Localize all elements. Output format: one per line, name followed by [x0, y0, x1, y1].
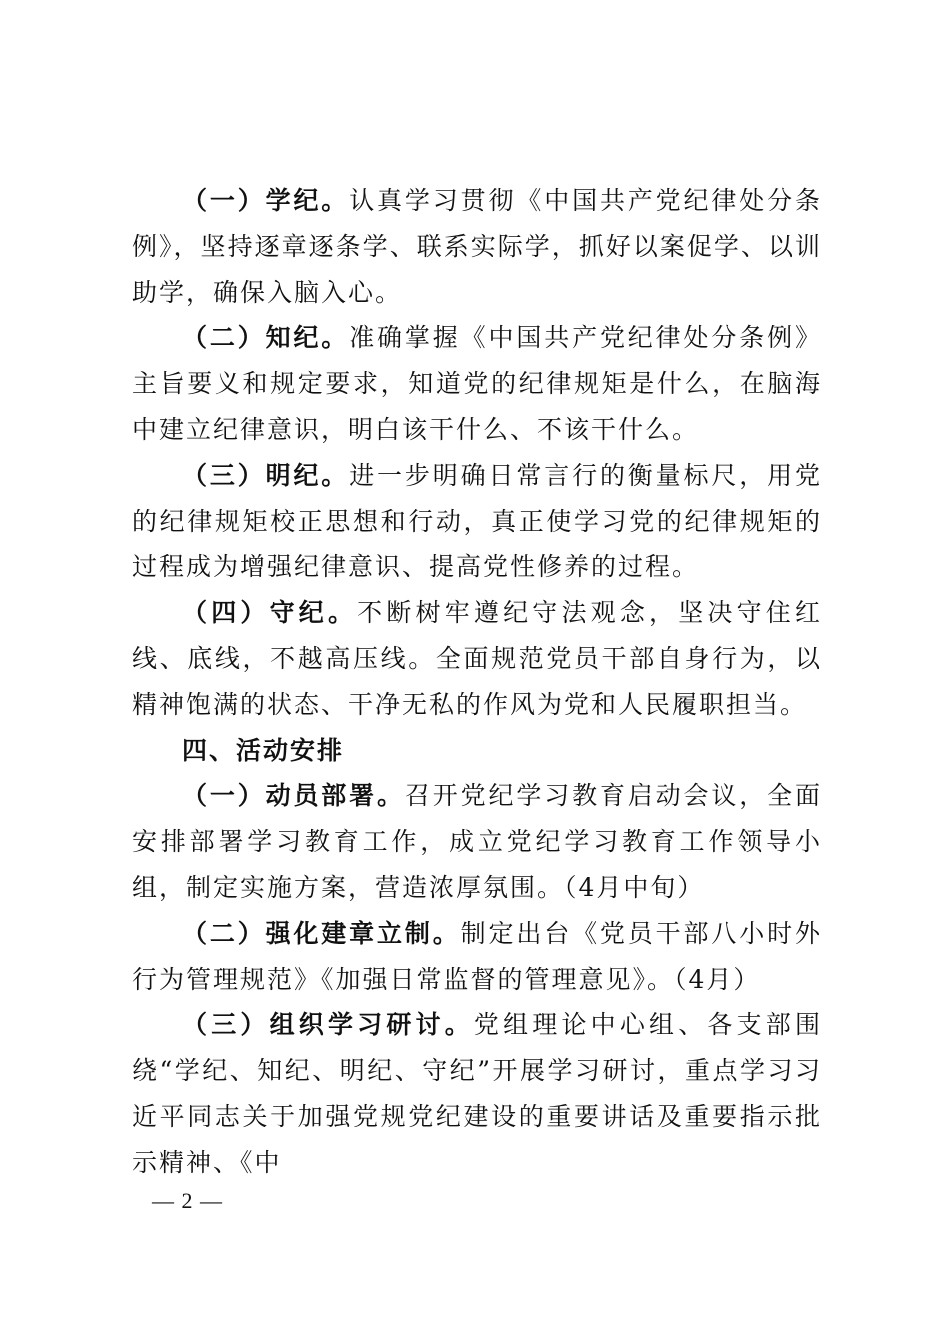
- activity-lead: （一）动员部署。: [182, 781, 405, 811]
- activity-study-seminar: [132, 1002, 822, 1185]
- paragraph-text: 不断树牢遵纪守法观念，坚决守住红线、底线，不越高压线。全面规范党员干部自身行为，以精神饱满的状态、干净无私的作风为党和人民履职担当。: [132, 598, 822, 719]
- paragraph-lead: （三）明纪。: [182, 460, 350, 490]
- paragraph-keep-discipline: [132, 590, 822, 727]
- activity-text: 召开党纪学习教育启动会议，全面安排部署学习教育工作，成立党纪学习教育工作领导小组，制定实施方案，营造浓厚氛围。（4月中旬）: [132, 781, 822, 902]
- paragraph-lead: （二）知纪。: [182, 323, 350, 353]
- paragraph-know-discipline: [132, 315, 822, 452]
- paragraph-lead: （四）守纪。: [182, 598, 358, 628]
- activity-text: 党组理论中心组、各支部围绕“学纪、知纪、明纪、守纪”开展学习研讨，重点学习习近平同志关于加强党规党纪建设的重要讲话及重要指示批示精神、《中: [132, 1010, 822, 1177]
- paragraph-understand-discipline: [132, 453, 822, 590]
- paragraph-study-discipline: [132, 178, 822, 315]
- section-heading: 四、活动安排: [182, 735, 345, 765]
- paragraph-lead: （一）学纪。: [182, 186, 350, 215]
- activity-lead: （二）强化建章立制。: [182, 918, 461, 948]
- activity-lead: （三）组织学习研讨。: [182, 1010, 474, 1040]
- activity-text: 制定出台《党员干部八小时外行为管理规范》《加强日常监督的管理意见》。（4月）: [132, 918, 822, 994]
- activity-mobilization: [132, 773, 822, 910]
- document-body: [132, 178, 822, 1186]
- paragraph-text: 认真学习贯彻《中国共产党纪律处分条例》，坚持逐章逐条学、联系实际学，抓好以案促学、以训助学，确保入脑入心。: [132, 186, 822, 307]
- activity-rules: [132, 911, 822, 1003]
- paragraph-text: 进一步明确日常言行的衡量标尺，用党的纪律规矩校正思想和行动，真正使学习党的纪律规矩的过程成为增强纪律意识、提高党性修养的过程。: [132, 460, 822, 582]
- page-number: — 2 —: [152, 1188, 223, 1213]
- paragraph-text: 准确掌握《中国共产党纪律处分条例》主旨要义和规定要求，知道党的纪律规矩是什么，在脑海中建立纪律意识，明白该干什么、不该干什么。: [132, 323, 822, 444]
